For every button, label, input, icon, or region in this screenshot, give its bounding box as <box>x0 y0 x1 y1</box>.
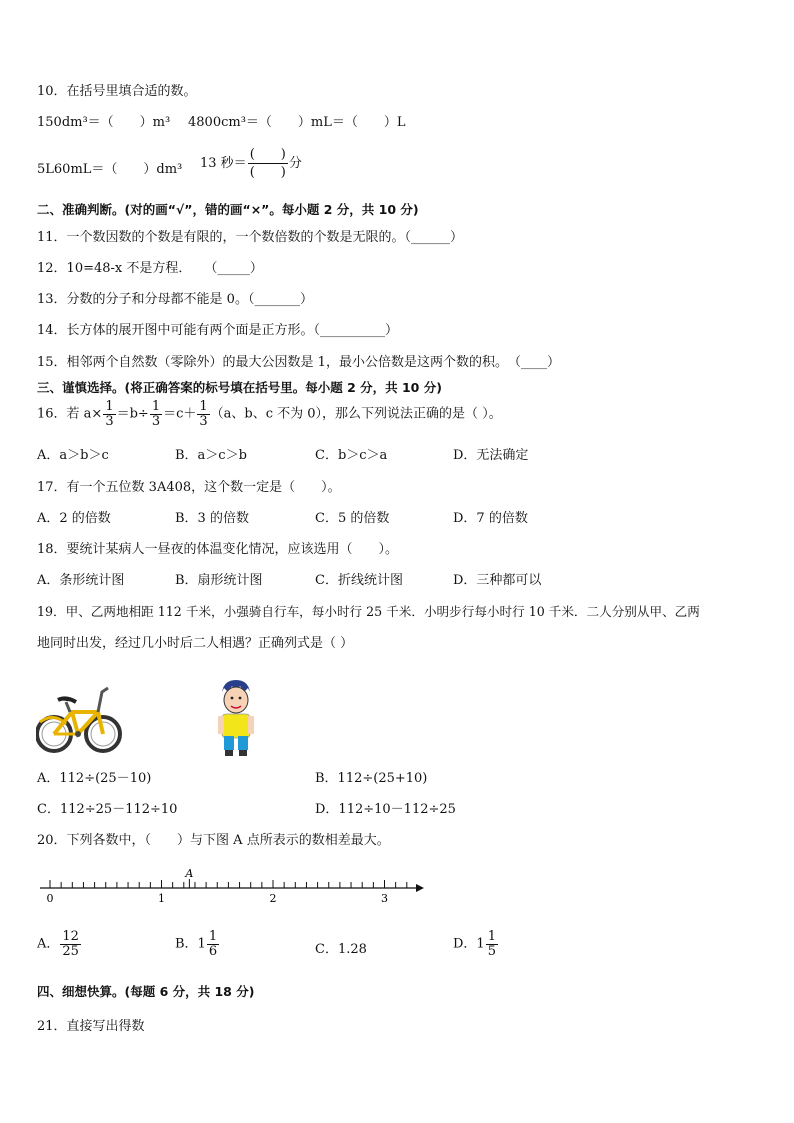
q17-option-c: C．5 的倍数 <box>315 511 390 526</box>
number-line <box>36 864 426 906</box>
q16-frac1-num: 1 <box>105 399 114 414</box>
q20-option-d-den: 5 <box>487 944 496 959</box>
q16-mid1: ＝b÷ <box>116 406 149 422</box>
q19-option-a: A．112÷(25－10) <box>37 771 152 786</box>
q20-option-c: C．1.28 <box>315 942 367 957</box>
q10-seconds-label: 13 秒＝ <box>200 155 247 171</box>
q10-title: 10．在括号里填合适的数。 <box>37 84 197 99</box>
q10-line2b <box>200 146 302 181</box>
q18-option-d: D．三种都可以 <box>453 573 542 588</box>
number-line-label: 0 <box>46 892 54 905</box>
q15: 15．相邻两个自然数（零除外）的最大公因数是 1，最小公倍数是这两个数的积。 （____） <box>37 355 560 370</box>
q10-line1b: 4800cm³＝（ ）mL＝（ ）L <box>188 115 406 130</box>
q20-option-b-num: 1 <box>208 929 218 944</box>
q16-option-c: C．b＞c＞a <box>315 448 388 463</box>
number-line-label: 1 <box>158 892 165 905</box>
q16-frac2-num: 1 <box>151 399 161 414</box>
q17-option-d: D．7 的倍数 <box>453 511 528 526</box>
q19-line1: 19．甲、乙两地相距 112 千米，小强骑自行车，每小时行 25 千米．小明步行每小时行 10 千米．二人分别从甲、乙两 <box>37 604 700 619</box>
q16-frac3 <box>197 400 209 429</box>
q12: 12．10=48-x 不是方程． （_____） <box>37 261 263 276</box>
q20-option-d-frac <box>486 930 498 959</box>
q16-frac3-num: 1 <box>199 399 208 414</box>
q18: 18．要统计某病人一昼夜的体温变化情况，应该选用（ ）。 <box>37 542 399 557</box>
q20-option-a <box>37 930 82 959</box>
q19-option-d: D．112÷10－112÷25 <box>315 802 456 817</box>
q20-option-b <box>175 930 220 959</box>
q17-option-a: A．2 的倍数 <box>37 511 111 526</box>
q18-option-a: A．条形统计图 <box>37 573 125 588</box>
q10-frac-den: ( ) <box>249 165 286 180</box>
q10-line1a: 150dm³＝（ ）m³ <box>37 115 171 130</box>
q13: 13．分数的分子和分母都不能是 0。（_______） <box>37 292 313 307</box>
q20-option-a-frac <box>60 930 81 959</box>
q18-option-c: C．折线统计图 <box>315 573 403 588</box>
q10-fraction <box>248 146 288 181</box>
q20-option-b-frac <box>207 930 219 959</box>
q14: 14．长方体的展开图中可能有两个面是正方形。（__________） <box>37 323 399 338</box>
q16-option-b: B．a＞c＞b <box>175 448 247 463</box>
bicycle-illustration <box>36 682 122 758</box>
q16-post: （a、b、c 不为 0），那么下列说法正确的是（ ）。 <box>210 406 502 422</box>
number-line-arrow <box>416 884 424 892</box>
q19-option-b: B．112÷(25+10) <box>315 771 428 786</box>
q10-frac-num: ( ) <box>249 147 286 162</box>
section4-title: 四、细想快算。(每题 6 分，共 18 分) <box>37 984 255 999</box>
q19-line2: 地同时出发，经过几小时后二人相遇？正确列式是（ ） <box>37 636 354 651</box>
boy-illustration <box>214 678 258 758</box>
q16-option-a: A．a＞b＞c <box>37 448 109 463</box>
q17-option-b: B．3 的倍数 <box>175 511 249 526</box>
q16-frac2-den: 3 <box>151 414 161 429</box>
q20-option-a-label: A． <box>37 936 60 952</box>
point-a-label: A <box>185 867 194 880</box>
q16-frac1-den: 3 <box>105 414 114 429</box>
q20-option-a-den: 25 <box>62 944 79 959</box>
q20-option-d-num: 1 <box>487 929 496 944</box>
section3-title: 三、谨慎选择。(将正确答案的标号填在括号里。每小题 2 分，共 10 分) <box>37 380 442 395</box>
q16-mid2: ＝c＋ <box>163 406 197 422</box>
q18-option-b: B．扇形统计图 <box>175 573 263 588</box>
q20-option-b-label: B．1 <box>175 936 206 952</box>
q16-pre: 16．若 a× <box>37 406 103 422</box>
q16-frac1 <box>103 400 115 429</box>
q11: 11．一个数因数的个数是有限的，一个数倍数的个数是无限的。（______） <box>37 230 464 245</box>
q16-option-d: D．无法确定 <box>453 448 529 463</box>
q10-line2a: 5L60mL＝（ ）dm³ <box>37 162 183 177</box>
number-line-label: 3 <box>381 892 388 905</box>
q16-frac2 <box>150 400 162 429</box>
q20-option-d-label: D．1 <box>453 936 485 952</box>
q20-option-d <box>453 930 499 959</box>
q19-option-c: C．112÷25－112÷10 <box>37 802 178 817</box>
q17: 17．有一个五位数 3A408，这个数一定是（ ）。 <box>37 480 341 495</box>
q16-frac3-den: 3 <box>199 414 208 429</box>
number-line-label: 2 <box>269 892 277 905</box>
q20-option-b-den: 6 <box>208 944 218 959</box>
section2-title: 二、准确判断。(对的画“√”，错的画“×”。每小题 2 分，共 10 分) <box>37 202 419 217</box>
q20: 20．下列各数中，（ ）与下图 A 点所表示的数相差最大。 <box>37 833 390 848</box>
q10-unit: 分 <box>288 155 302 171</box>
q20-option-a-num: 12 <box>62 929 79 944</box>
q16 <box>37 400 502 429</box>
q21: 21．直接写出得数 <box>37 1019 145 1034</box>
